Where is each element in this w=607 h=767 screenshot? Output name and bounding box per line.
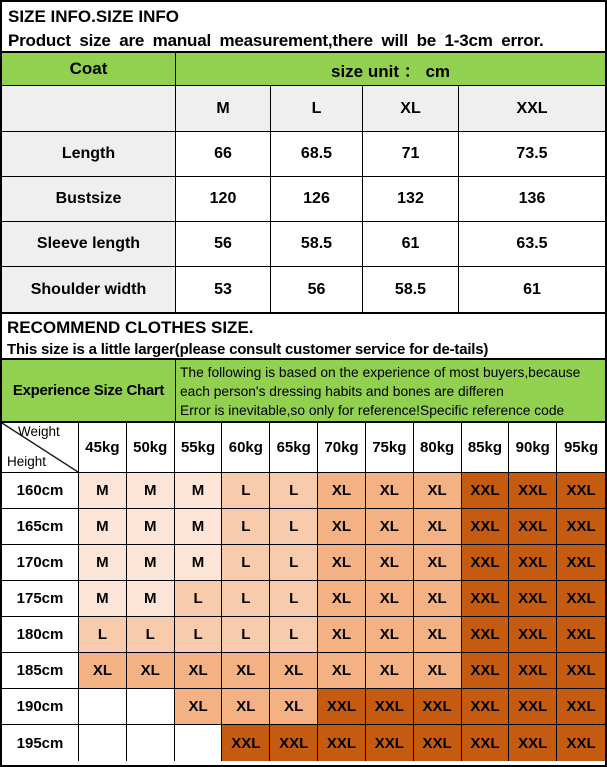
corner-empty-cell	[2, 86, 176, 132]
page-title: SIZE INFO.SIZE INFO	[8, 7, 179, 26]
size-cell-xxl: XXL	[509, 509, 557, 545]
size-cell-xl: XL	[79, 653, 127, 689]
height-label: 180cm	[2, 617, 79, 653]
size-cell-xl: XL	[414, 473, 462, 509]
size-cell-l: L	[175, 581, 223, 617]
size-cell-l: L	[270, 545, 318, 581]
height-label: 190cm	[2, 689, 79, 725]
product-type-cell: Coat	[2, 53, 176, 86]
value-cell: 63.5	[459, 222, 605, 267]
value-cell: 73.5	[459, 132, 605, 177]
corner-height-label: Height	[7, 454, 47, 469]
size-cell-xl: XL	[414, 581, 462, 617]
size-cell-xl: XL	[366, 581, 414, 617]
height-label: 185cm	[2, 653, 79, 689]
row-label-sleeve-length: Sleeve length	[2, 222, 176, 267]
size-cell-xxl: XXL	[509, 581, 557, 617]
weight-height-corner-cell	[2, 423, 79, 473]
size-cell-xxl: XXL	[557, 509, 605, 545]
size-cell-xl: XL	[414, 509, 462, 545]
size-cell-xxl: XXL	[462, 653, 510, 689]
size-cell-empty	[79, 689, 127, 725]
weight-header: 55kg	[175, 423, 223, 473]
size-cell-xxl: XXL	[462, 545, 510, 581]
size-cell-l: L	[222, 581, 270, 617]
size-cell-xxl: XXL	[222, 725, 270, 761]
size-cell-xl: XL	[366, 473, 414, 509]
size-cell-xl: XL	[414, 545, 462, 581]
weight-header: 95kg	[557, 423, 605, 473]
size-cell-xl: XL	[414, 653, 462, 689]
value-cell: 58.5	[363, 267, 459, 312]
experience-line: Error is inevitable,so only for reference!Specific reference code	[180, 402, 565, 418]
size-cell-xl: XL	[318, 473, 366, 509]
size-cell-empty	[127, 725, 175, 761]
recommend-title: RECOMMEND CLOTHES SIZE.	[7, 318, 254, 337]
size-cell-xxl: XXL	[462, 689, 510, 725]
experience-line: The following is based on the experience of most buyers,because	[180, 364, 581, 380]
page-subtitle: Product size are manual measurement,there will be 1-3cm error.	[8, 31, 544, 50]
size-cell-xl: XL	[175, 689, 223, 725]
size-cell-empty	[79, 725, 127, 761]
size-cell-xl: XL	[318, 509, 366, 545]
size-cell-xl: XL	[222, 689, 270, 725]
size-cell-xxl: XXL	[462, 509, 510, 545]
size-cell-l: L	[222, 509, 270, 545]
weight-header: 50kg	[127, 423, 175, 473]
size-cell-xxl: XXL	[414, 725, 462, 761]
size-cell-xxl: XXL	[509, 473, 557, 509]
size-cell-m: M	[127, 581, 175, 617]
weight-header: 85kg	[462, 423, 510, 473]
size-cell-xxl: XXL	[509, 653, 557, 689]
value-cell: 66	[176, 132, 271, 177]
value-cell: 58.5	[271, 222, 363, 267]
value-cell: 53	[176, 267, 271, 312]
size-cell-xxl: XXL	[509, 725, 557, 761]
size-cell-xl: XL	[318, 617, 366, 653]
size-cell-xl: XL	[318, 545, 366, 581]
size-cell-xl: XL	[127, 653, 175, 689]
weight-header: 65kg	[270, 423, 318, 473]
row-label-bustsize: Bustsize	[2, 177, 176, 222]
corner-weight-label: Weight	[18, 424, 60, 439]
size-cell-xxl: XXL	[557, 653, 605, 689]
value-cell: 61	[363, 222, 459, 267]
size-cell-xxl: XXL	[318, 725, 366, 761]
experience-line: each person's dressing habits and bones are differen	[180, 383, 504, 399]
size-cell-xl: XL	[270, 653, 318, 689]
weight-header: 60kg	[222, 423, 270, 473]
size-cell-xl: XL	[366, 509, 414, 545]
size-cell-xxl: XXL	[557, 473, 605, 509]
column-header-xxl: XXL	[459, 86, 605, 132]
experience-chart-description	[176, 360, 605, 421]
height-label: 170cm	[2, 545, 79, 581]
height-label: 160cm	[2, 473, 79, 509]
weight-header: 45kg	[79, 423, 127, 473]
size-cell-m: M	[79, 473, 127, 509]
value-cell: 71	[363, 132, 459, 177]
size-cell-m: M	[175, 545, 223, 581]
size-cell-xxl: XXL	[509, 545, 557, 581]
size-cell-xl: XL	[318, 581, 366, 617]
weight-header: 75kg	[366, 423, 414, 473]
experience-chart-title: Experience Size Chart	[2, 360, 176, 421]
size-cell-xxl: XXL	[462, 581, 510, 617]
size-cell-xxl: XXL	[509, 689, 557, 725]
size-cell-xxl: XXL	[557, 725, 605, 761]
size-cell-m: M	[127, 545, 175, 581]
size-cell-xxl: XXL	[557, 617, 605, 653]
size-cell-xxl: XXL	[366, 689, 414, 725]
size-cell-xxl: XXL	[462, 473, 510, 509]
size-cell-xxl: XXL	[557, 545, 605, 581]
column-header-m: M	[176, 86, 271, 132]
size-cell-l: L	[222, 545, 270, 581]
size-info-header	[2, 2, 605, 53]
value-cell: 61	[459, 267, 605, 312]
value-cell: 126	[271, 177, 363, 222]
size-cell-xl: XL	[175, 653, 223, 689]
size-cell-m: M	[79, 509, 127, 545]
size-cell-xxl: XXL	[462, 617, 510, 653]
row-label-length: Length	[2, 132, 176, 177]
size-cell-xxl: XXL	[557, 581, 605, 617]
size-cell-m: M	[127, 509, 175, 545]
size-cell-xxl: XXL	[318, 689, 366, 725]
weight-header: 90kg	[509, 423, 557, 473]
size-cell-xxl: XXL	[509, 617, 557, 653]
size-cell-xxl: XXL	[557, 689, 605, 725]
experience-header-row	[2, 360, 605, 423]
size-cell-xl: XL	[366, 653, 414, 689]
recommend-section	[2, 314, 605, 360]
height-label: 195cm	[2, 725, 79, 761]
size-cell-l: L	[270, 509, 318, 545]
experience-size-matrix	[2, 423, 605, 761]
size-cell-empty	[175, 725, 223, 761]
size-cell-xl: XL	[270, 689, 318, 725]
size-cell-xxl: XXL	[462, 725, 510, 761]
size-cell-m: M	[127, 473, 175, 509]
size-cell-m: M	[175, 509, 223, 545]
size-cell-m: M	[79, 581, 127, 617]
value-cell: 56	[271, 267, 363, 312]
value-cell: 132	[363, 177, 459, 222]
height-label: 175cm	[2, 581, 79, 617]
size-cell-xl: XL	[414, 617, 462, 653]
value-cell: 56	[176, 222, 271, 267]
size-cell-xxl: XXL	[414, 689, 462, 725]
size-cell-xxl: XXL	[366, 725, 414, 761]
size-cell-l: L	[222, 473, 270, 509]
weight-header: 70kg	[318, 423, 366, 473]
size-cell-l: L	[222, 617, 270, 653]
size-cell-l: L	[270, 617, 318, 653]
size-cell-xl: XL	[318, 653, 366, 689]
value-cell: 136	[459, 177, 605, 222]
size-cell-l: L	[270, 581, 318, 617]
weight-header: 80kg	[414, 423, 462, 473]
recommend-note: This size is a little larger(please consult customer service for de-tails)	[7, 341, 489, 358]
size-cell-xl: XL	[366, 617, 414, 653]
value-cell: 120	[176, 177, 271, 222]
column-header-l: L	[271, 86, 363, 132]
size-cell-xl: XL	[366, 545, 414, 581]
coat-size-table	[2, 53, 605, 314]
size-cell-empty	[127, 689, 175, 725]
size-cell-xl: XL	[222, 653, 270, 689]
size-cell-xxl: XXL	[270, 725, 318, 761]
value-cell: 68.5	[271, 132, 363, 177]
column-header-xl: XL	[363, 86, 459, 132]
row-label-shoulder-width: Shoulder width	[2, 267, 176, 312]
size-cell-l: L	[127, 617, 175, 653]
size-cell-l: L	[175, 617, 223, 653]
height-label: 165cm	[2, 509, 79, 545]
size-cell-l: L	[270, 473, 318, 509]
size-cell-m: M	[79, 545, 127, 581]
size-unit-cell: size unit ： cm	[176, 53, 605, 86]
size-cell-m: M	[175, 473, 223, 509]
size-cell-l: L	[79, 617, 127, 653]
